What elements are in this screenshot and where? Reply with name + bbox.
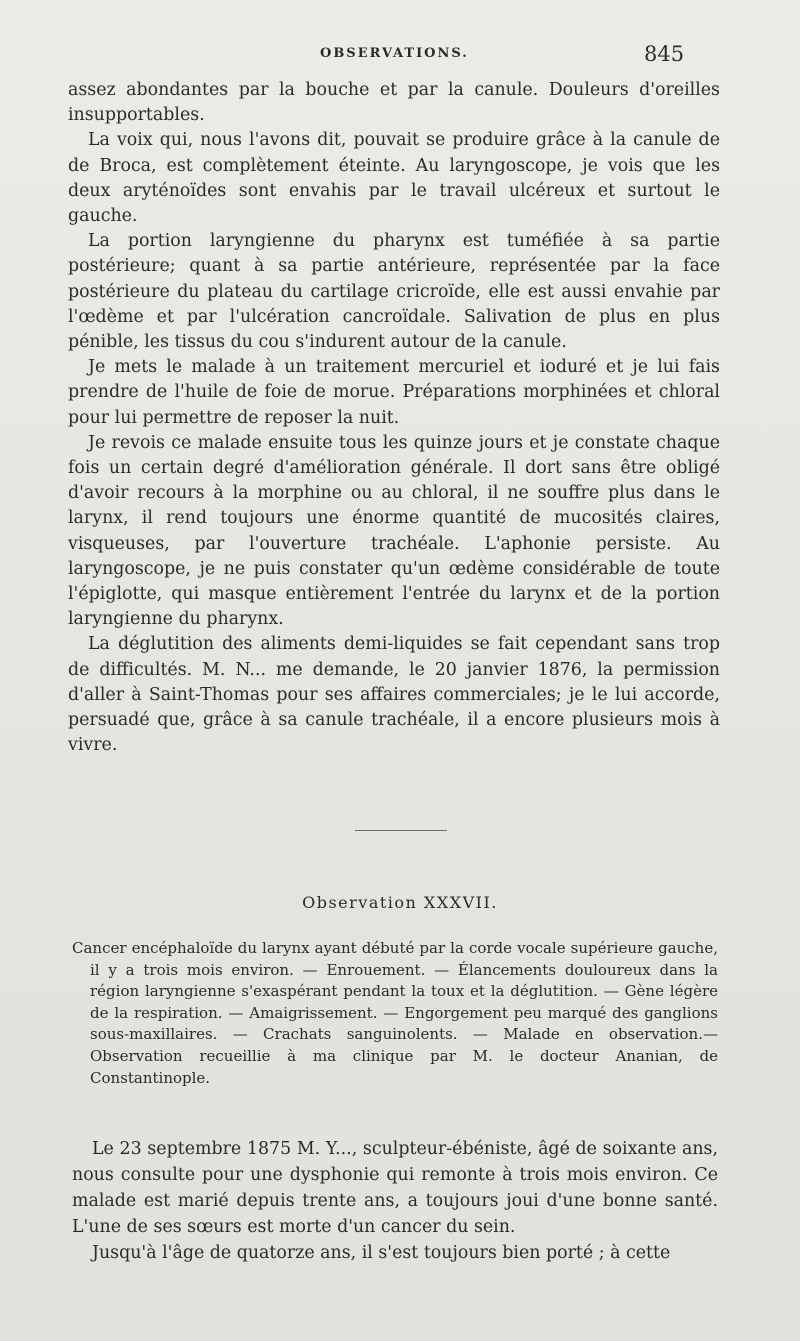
section-separator [355,830,447,831]
paragraph: Je mets le malade à un traitement mercuriel et ioduré et je lui fais prendre de l'huile de foie de morue. Préparations morphinées et chloral pour lui permettre de reposer la nuit. [68,357,720,428]
observation-title: Observation XXXVII. [302,893,498,912]
paragraph: Jusqu'à l'âge de quatorze ans, il s'est toujours bien porté ; à cette [92,1243,671,1263]
paragraph: assez abondantes par la bouche et par la canule. Douleurs d'oreilles insupportables. [68,80,720,126]
main-text [68,78,720,758]
observation-text [72,1136,718,1266]
paragraph: La déglutition des aliments demi-liquides se fait cependant sans trop de difficultés. M. N... me demande, le 20 janvier 1876, la permission d'aller à Saint-Thomas pour ses affaires commerciales; je le lui accorde, persuadé que, grâce à sa canule trachéale, il a encore plusieurs mois à vivre. [68,634,720,756]
paragraph: Le 23 septembre 1875 M. Y..., sculpteur-ébéniste, âgé de soixante ans, nous consulte pour une dysphonie qui remonte à trois mois environ. Ce malade est marié depuis trente ans, a toujours joui d'une bonne santé. L'une de ses sœurs est morte d'un cancer du sein. [72,1139,718,1237]
running-title: OBSERVATIONS. [320,46,469,61]
page-number: 845 [644,42,685,66]
paragraph: La voix qui, nous l'avons dit, pouvait se produire grâce à la canule de de Broca, est complètement éteinte. Au laryngoscope, je vois que les deux aryténoïdes sont envahis par le travail ulcéreux et surtout le gauche. [68,130,720,227]
paragraph: Je revois ce malade ensuite tous les quinze jours et je constate chaque fois un certain degré d'amélioration générale. Il dort sans être obligé d'avoir recours à la morphine ou au chloral, il ne souffre plus dans le larynx, il rend toujours une énorme quantité de mucosités claires, visqueuses, par l'ouverture trachéale. L'aphonie persiste. Au laryngoscope, je ne puis constater qu'un œdème considérable de toute l'épiglotte, qui masque entièrement l'entrée du larynx et de la portion laryngienne du pharynx. [68,432,720,630]
page-header [0,42,800,72]
observation-summary: Cancer encéphaloïde du larynx ayant débuté par la corde vocale supérieure gauche, il y a trois mois environ. — Enrouement. — Élancements douloureux dans la région laryngienne s'exaspérant pendant la toux et la déglutition. — Gène légère de la respiration. — Amaigrissement. — Engorgement peu marqué des ganglions sous-maxillaires. — Crachats sanguinolents. — Malade en observation.— Observation recueillie à ma clinique par M. le docteur Ananian, de Constantinople. [72,939,718,1087]
paragraph: La portion laryngienne du pharynx est tuméfiée à sa partie postérieure; quant à sa partie antérieure, représentée par la face postérieure du plateau du cartilage cricroïde, elle est aussi envahie par l'œdème et par l'ulcération cancroïdale. Salivation de plus en plus pénible, les tissus du cou s'indurent autour de la canule. [68,231,720,353]
